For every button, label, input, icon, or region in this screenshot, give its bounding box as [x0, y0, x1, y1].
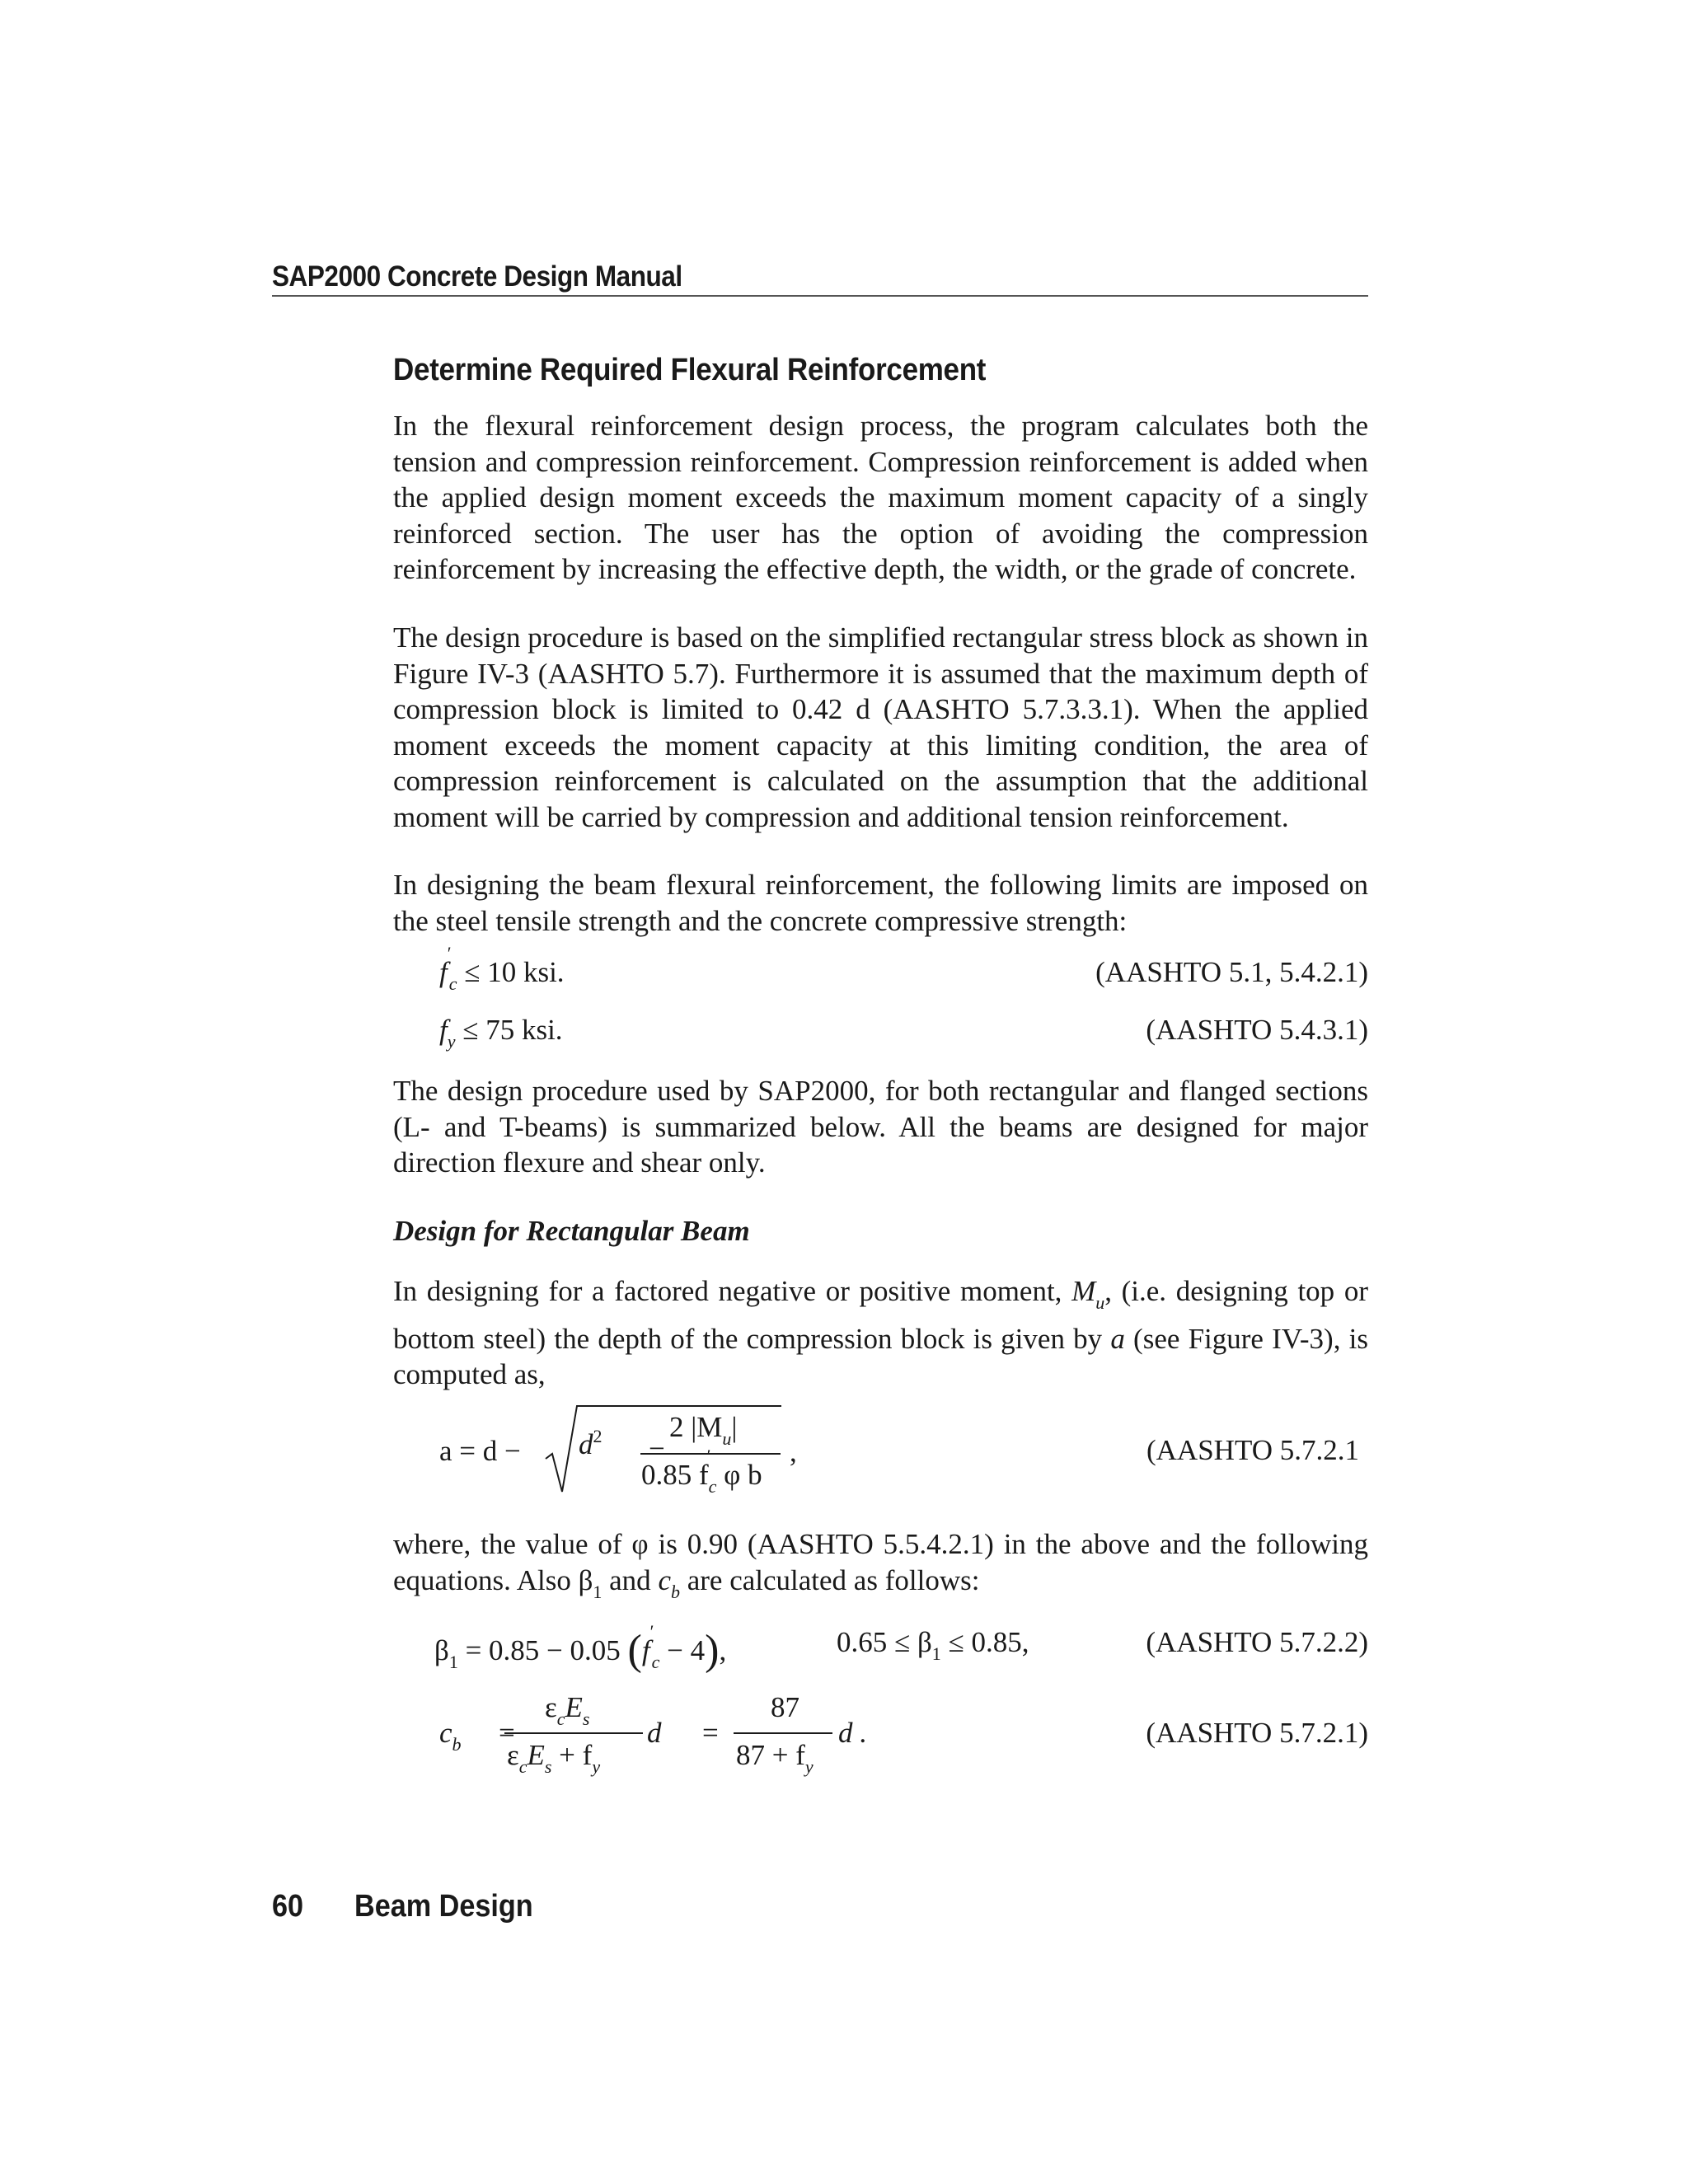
equation-a-denominator: 0.85 f ′ $_c$ φ b: [641, 1446, 762, 1497]
equation-beta-range: $0.65 \le \beta_1 \le 0.85$,: [837, 1626, 1029, 1664]
equation-cb-fraction-bar-2: [734, 1732, 832, 1734]
paragraph-1: In the flexural reinforcement design process, the program calculates both the tension and compression reinforcement. Compression reinforcement is added when the applied design moment exceeds the maximum moment capacity of a singly reinforced section. The user has the option of avoiding the compression reinforcement by increasing the effective depth, the width, or the grade of concrete.: [393, 410, 1368, 585]
equation-a-numerator: 2 $|M_u|$: [669, 1411, 738, 1449]
equation-cb-equals-1: =: [499, 1717, 515, 1749]
equation-a-lhs: a = d −: [439, 1435, 521, 1467]
equation-beta: $\beta_1 = 0.85 - 0.05$ (f ′ $_c$ − 4),: [434, 1621, 727, 1674]
limit-fy-reference: (AASHTO 5.4.3.1): [1146, 1014, 1368, 1046]
equation-cb-d-1: d: [647, 1717, 662, 1749]
limit-equation-fy: $f_y \le 75$ ksi.: [439, 1014, 563, 1052]
running-header-title: SAP2000 Concrete Design Manual: [272, 260, 682, 293]
equation-a-reference: (AASHTO 5.7.2.1: [1146, 1434, 1359, 1466]
equation-beta-reference: (AASHTO 5.7.2.2): [1146, 1626, 1368, 1658]
paragraph-4: The design procedure used by SAP2000, for both rectangular and flanged sections (L- and T-beams) is summarized below. All the beams are designed for major direction flexure and shear only.: [393, 1075, 1368, 1179]
limit-equation-fc: f ′ $_c$ ≤ 10 ksi.: [439, 943, 565, 994]
equation-cb-fraction-bar-1: [504, 1732, 643, 1734]
footer-chapter-title: Beam Design: [354, 1889, 533, 1924]
section-title: Determine Required Flexural Reinforcement: [393, 353, 987, 387]
paragraph-2: The design procedure is based on the simplified rectangular stress block as shown in Figure IV-3 (AASHTO 5.7). Furthermore it is assumed that the maximum depth of compression block is limited to 0.42 d (AASHTO 5.7.3.3.1). When the applied moment exceeds the moment capacity at this limiting condition, the area of compression reinforcement is calculated on the assumption that the additional moment will be carried by compression and additional tension reinforcement.: [393, 621, 1368, 833]
equation-a-d-squared: $d^2$: [579, 1426, 603, 1460]
equation-cb-denominator-1: $\varepsilon_cE_s + f_y$: [507, 1739, 601, 1777]
equation-cb-equals-2: =: [702, 1717, 719, 1749]
equation-cb-numerator-1: $\varepsilon_cE_s$: [545, 1691, 590, 1729]
subsection-title: Design for Rectangular Beam: [393, 1215, 750, 1247]
equation-cb-denominator-2: $87 + f_y$: [736, 1739, 814, 1777]
paragraph-6: where, the value of φ is 0.90 (AASHTO 5.5.4.2.1) in the above and the following equations. Also $\beta_1$ and $c_b$ are calculated as follows:: [393, 1528, 1368, 1602]
paragraph-3: In designing the beam flexural reinforcement, the following limits are imposed on the steel tensile strength and the concrete compressive strength:: [393, 869, 1368, 937]
equation-cb-d-2: d .: [838, 1717, 867, 1749]
equation-a-comma: ,: [790, 1436, 797, 1468]
limit-fc-reference: (AASHTO 5.1, 5.4.2.1): [1095, 956, 1368, 988]
footer-page-number: 60: [272, 1889, 304, 1924]
paragraph-5: In designing for a factored negative or positive moment, $M_u$, (i.e. designing top or bottom steel) the depth of the compression block is given by a (see Figure IV-3), is computed as,: [393, 1275, 1368, 1390]
header-rule: [272, 295, 1368, 297]
equation-cb-reference: (AASHTO 5.7.2.1): [1146, 1717, 1368, 1749]
equation-a-minus: −: [649, 1432, 665, 1465]
equation-cb-numerator-2: 87: [771, 1691, 799, 1723]
equation-cb-lhs: $c_b$: [439, 1717, 462, 1755]
